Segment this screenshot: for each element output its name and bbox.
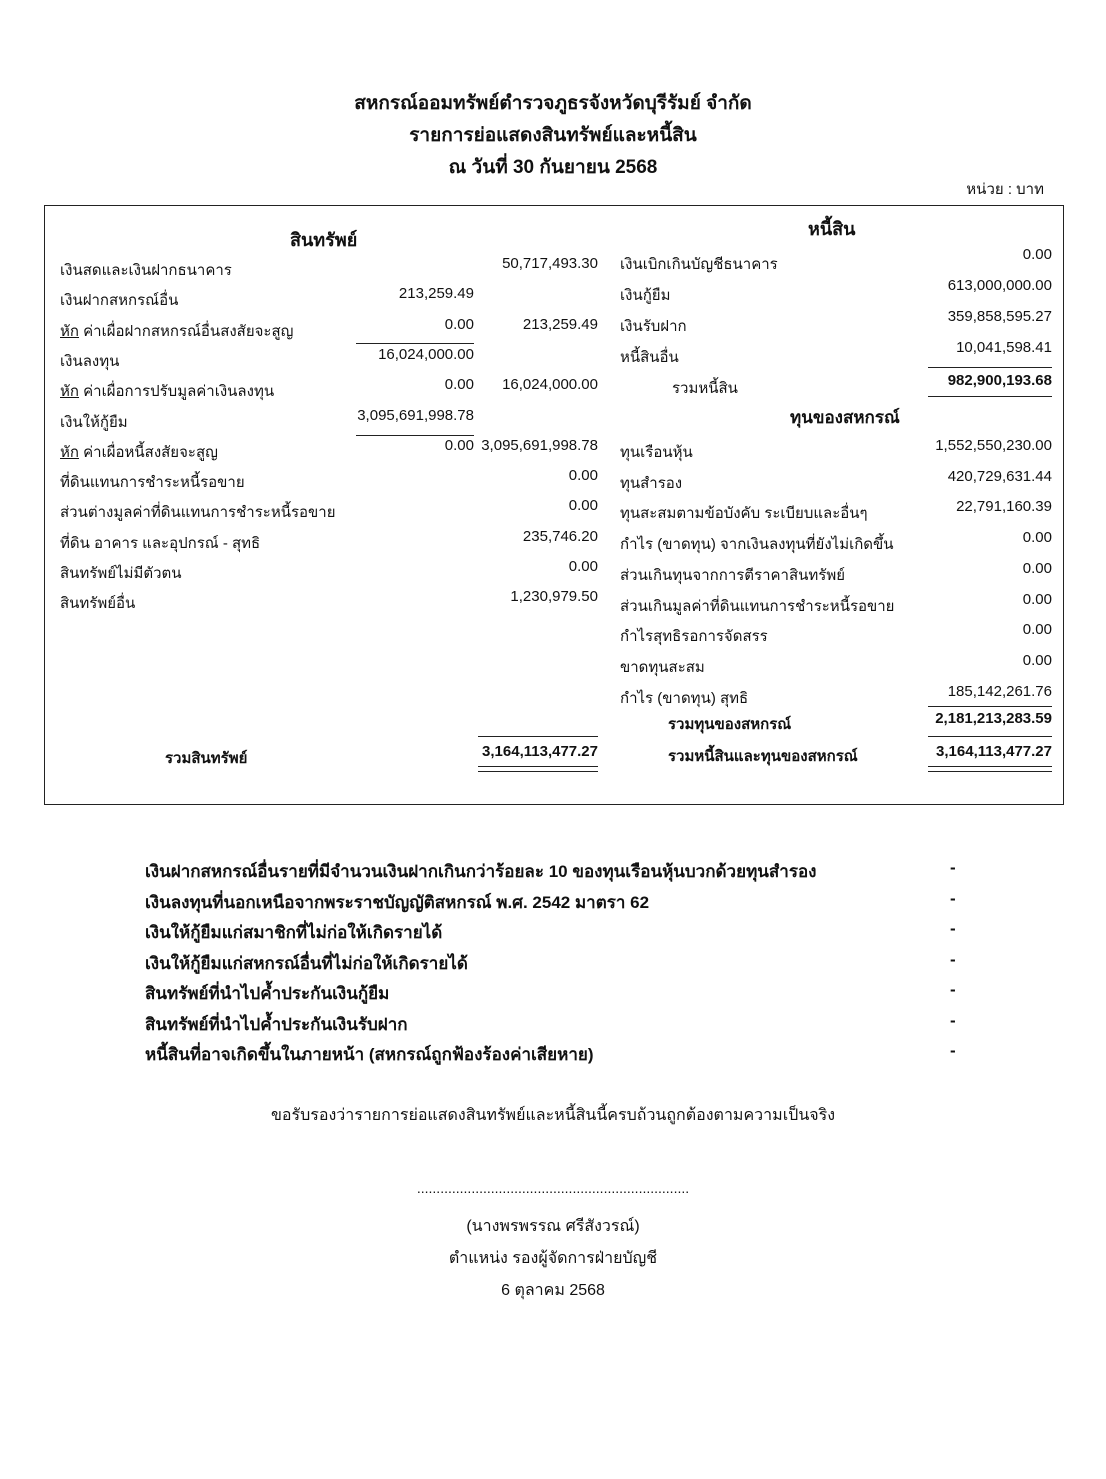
equity-row-label: กำไร (ขาดทุน) สุทธิ [620, 689, 749, 707]
sub-underline-1 [356, 343, 474, 344]
equity-row-label: ทุนสะสมตามข้อบังคับ ระเบียบและอื่นๆ [620, 505, 868, 523]
asset-row-label: ที่ดิน อาคาร และอุปกรณ์ - สุทธิ [60, 534, 261, 552]
asset-row-label: ส่วนต่างมูลค่าที่ดินแทนการชำระหนี้รอขาย [60, 504, 336, 522]
asset-row-subvalue: 16,024,000.00 [378, 345, 474, 363]
asset-row-label: เงินสดและเงินฝากธนาคาร [60, 262, 232, 279]
asset-row-value: 3,095,691,998.78 [481, 436, 598, 454]
deduct-prefix: หัก [60, 322, 79, 340]
note-item-label: เงินฝากสหกรณ์อื่นรายที่มีจำนวนเงินฝากเกินกว่าร้อยละ 10 ของทุนเรือนหุ้นบวกด้วยทุนสำรอง [145, 862, 817, 881]
asset-row-value: 16,024,000.00 [502, 376, 598, 394]
unit-label: หน่วย : บาท [966, 181, 1044, 198]
total-equity-value: 2,181,213,283.59 [935, 710, 1052, 727]
asset-row-text: ค่าเผื่อการปรับมูลค่าเงินลงทุน [78, 383, 275, 401]
asset-row-value: 0.00 [568, 497, 598, 515]
note-item-value: - [950, 949, 956, 969]
asset-row-label: สินทรัพย์อื่น [60, 595, 136, 613]
asset-row-value: 50,717,493.30 [502, 255, 598, 272]
certification-text: ขอรับรองว่ารายการย่อแสดงสินทรัพย์และหนี้สินนี้ครบถ้วนถูกต้องตามความเป็นจริง [270, 1107, 836, 1124]
liability-row-label: เงินกู้ยืม [620, 287, 671, 304]
signer-name: (นางพรพรรณ ศรีสังวรณ์) [466, 1218, 640, 1235]
total-assets-label: รวมสินทรัพย์ [165, 750, 248, 767]
equity-row-label: ส่วนเกินทุนจากการตีราคาสินทรัพย์ [620, 566, 845, 584]
asset-row-text: ค่าเผื่อหนี้สงสัยจะสูญ [78, 443, 218, 461]
liability-row-label: หนี้สินอื่น [620, 349, 679, 366]
asset-row-label [60, 319, 293, 343]
report-date: ณ วันที่ 30 กันยายน 2568 [448, 157, 658, 178]
assets-total-underline-1 [478, 766, 598, 767]
asset-row-label: ที่ดินแทนการชำระหนี้รอขาย [60, 474, 245, 492]
note-item-label: สินทรัพย์ที่นำไปค้ำประกันเงินรับฝาก [145, 1014, 408, 1034]
asset-row-subvalue: 0.00 [444, 436, 474, 454]
total-liabilities-value: 982,900,193.68 [947, 372, 1052, 389]
equity-row-label: ส่วนเกินมูลค่าที่ดินแทนการชำระหนี้รอขาย [620, 597, 895, 615]
asset-row-label: สินทรัพย์ไม่มีตัวตน [60, 565, 182, 582]
asset-row-text: ค่าเผื่อฝากสหกรณ์อื่นสงสัยจะสูญ [78, 322, 294, 340]
asset-row-subvalue: 213,259.49 [398, 285, 474, 303]
equity-underline [928, 706, 1052, 707]
note-item-label: เงินให้กู้ยืมแก่สหกรณ์อื่นที่ไม่ก่อให้เกิดรายได้ [145, 953, 468, 973]
liab-total-underline [928, 396, 1052, 397]
equity-row-value: 1,552,550,230.00 [935, 437, 1052, 454]
equity-row-label: ขาดทุนสะสม [620, 658, 705, 676]
assets-heading: สินทรัพย์ [290, 230, 358, 250]
grand-total-label: รวมหนี้สินและทุนของสหกรณ์ [668, 748, 858, 765]
equity-row-label: กำไร (ขาดทุน) จากเงินลงทุนที่ยังไม่เกิดขึ้น [620, 536, 894, 554]
equity-row-label: กำไรสุทธิรอการจัดสรร [620, 628, 768, 646]
asset-row-subvalue: 3,095,691,998.78 [357, 406, 474, 424]
grand-total-value: 3,164,113,477.27 [936, 743, 1052, 760]
asset-row-value: 0.00 [568, 467, 598, 485]
total-liabilities-label: รวมหนี้สิน [672, 380, 738, 397]
liability-row-value: 0.00 [1022, 246, 1052, 263]
deduct-prefix: หัก [60, 383, 79, 401]
note-item-value: - [950, 1010, 956, 1030]
grand-total-underline-2 [928, 771, 1052, 772]
asset-row-label [60, 440, 218, 464]
equity-heading: ทุนของสหกรณ์ [790, 408, 900, 427]
asset-row-label: เงินให้กู้ยืม [60, 413, 128, 431]
liability-row-label: เงินเบิกเกินบัญชีธนาคาร [620, 256, 778, 273]
liability-row-value: 10,041,598.41 [956, 339, 1052, 356]
note-item-label: หนี้สินที่อาจเกิดขึ้นในภายหน้า (สหกรณ์ถูกฟ้องร้องค่าเสียหาย) [145, 1045, 594, 1064]
asset-row-value: 213,259.49 [522, 315, 598, 333]
liability-row-value: 359,858,595.27 [947, 308, 1052, 325]
signer-position: ตำแหน่ง รองผู้จัดการฝ่ายบัญชี [448, 1250, 658, 1267]
grand-total-underline-1 [928, 766, 1052, 767]
sub-underline-2 [356, 435, 474, 436]
assets-total-underline-2 [478, 771, 598, 772]
signature-date: 6 ตุลาคม 2568 [501, 1282, 605, 1299]
note-item-value: - [950, 888, 956, 908]
note-item-value: - [950, 919, 956, 938]
liability-row-label: เงินรับฝาก [620, 318, 687, 335]
asset-row-subvalue: 0.00 [444, 315, 474, 333]
asset-row-value: 0.00 [568, 558, 598, 575]
equity-row-value: 420,729,631.44 [947, 467, 1052, 485]
note-item-value: - [950, 980, 956, 999]
equity-row-value: 185,142,261.76 [947, 682, 1052, 700]
equity-row-value: 0.00 [1022, 651, 1052, 669]
total-equity-label: รวมทุนของสหกรณ์ [668, 716, 792, 733]
liability-row-value: 613,000,000.00 [947, 277, 1052, 294]
note-item-value: - [950, 1041, 956, 1060]
asset-row-value: 1,230,979.50 [510, 588, 598, 606]
liab-underline [928, 367, 1052, 368]
liabilities-heading: หนี้สิน [808, 219, 856, 239]
equity-row-label: ทุนสำรอง [620, 474, 683, 492]
note-item-label: เงินลงทุนที่นอกเหนือจากพระราชบัญญัติสหกรณ์ พ.ศ. 2542 มาตรา 62 [145, 892, 650, 912]
note-item-label: เงินให้กู้ยืมแก่สมาชิกที่ไม่ก่อให้เกิดรายได้ [145, 923, 443, 942]
report-title: รายการย่อแสดงสินทรัพย์และหนี้สิน [409, 125, 697, 146]
equity-row-value: 0.00 [1022, 590, 1052, 608]
note-item-label: สินทรัพย์ที่นำไปค้ำประกันเงินกู้ยืม [145, 984, 390, 1003]
equity-row-value: 0.00 [1022, 559, 1052, 577]
equity-row-value: 0.00 [1022, 529, 1052, 547]
assets-total-topline [478, 736, 598, 737]
equity-row-label: ทุนเรือนหุ้น [620, 444, 693, 461]
equity-row-value: 0.00 [1022, 621, 1052, 639]
asset-row-value: 235,746.20 [522, 527, 598, 545]
signature-dots: ...................................................................... [416, 1180, 690, 1196]
asset-row-label: เงินฝากสหกรณ์อื่น [60, 292, 179, 310]
deduct-prefix: หัก [60, 443, 79, 461]
note-item-value: - [950, 858, 956, 877]
equity-total-underline [928, 736, 1052, 737]
asset-row-subvalue: 0.00 [444, 376, 474, 394]
asset-row-label: เงินลงทุน [60, 352, 120, 370]
asset-row-label [60, 379, 274, 403]
equity-row-value: 22,791,160.39 [956, 498, 1052, 516]
total-assets-value: 3,164,113,477.27 [482, 743, 598, 760]
org-title: สหกรณ์ออมทรัพย์ตำรวจภูธรจังหวัดบุรีรัมย์ จำกัด [354, 93, 752, 114]
